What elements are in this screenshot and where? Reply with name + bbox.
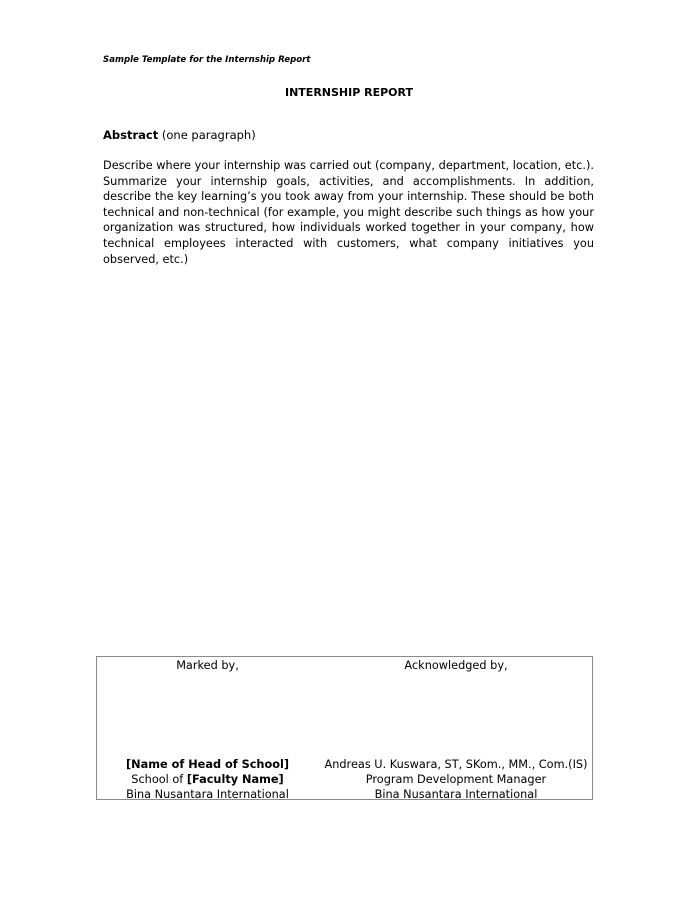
acknowledged-by-caption: Acknowledged by,	[404, 659, 508, 672]
abstract-body: Describe where your internship was carried out (company, department, location, etc.). Summarize your internship goals, activities, and accomplishments. In addition, describe the key learning’s you took away from your internship. These should be both technical and non-technical (for example, you might describe such things as how your organization was structured, how individuals worked together in your company, how technical employees interacted with customers, what company initiatives you observed, etc.)	[103, 159, 594, 266]
acknowledged-by-institution: Bina Nusantara International	[374, 788, 538, 801]
abstract-heading-note: (one paragraph)	[158, 128, 256, 142]
acknowledger-name: Andreas U. Kuswara, ST, SKom., MM., Com.(IS)	[324, 758, 588, 771]
marked-by-signature-block	[97, 757, 318, 802]
header-note: Sample Template for the Internship Report	[103, 55, 311, 65]
head-of-school-name: [Name of Head of School]	[125, 758, 290, 771]
acknowledged-by-signature-block	[318, 757, 594, 802]
faculty-name: [Faculty Name]	[186, 773, 284, 786]
page-title-text: INTERNSHIP REPORT	[285, 86, 413, 99]
acknowledger-position: Program Development Manager	[365, 773, 547, 786]
signature-column-marked-by	[97, 657, 318, 799]
signature-table	[96, 656, 593, 800]
school-line	[97, 772, 318, 787]
signature-column-acknowledged-by	[318, 657, 594, 799]
abstract-heading-bold: Abstract	[103, 128, 159, 142]
marked-by-caption: Marked by,	[176, 659, 239, 672]
marked-by-institution: Bina Nusantara International	[126, 788, 289, 801]
page-title	[0, 86, 696, 99]
abstract-heading	[103, 128, 256, 142]
school-prefix: School of	[131, 773, 187, 786]
